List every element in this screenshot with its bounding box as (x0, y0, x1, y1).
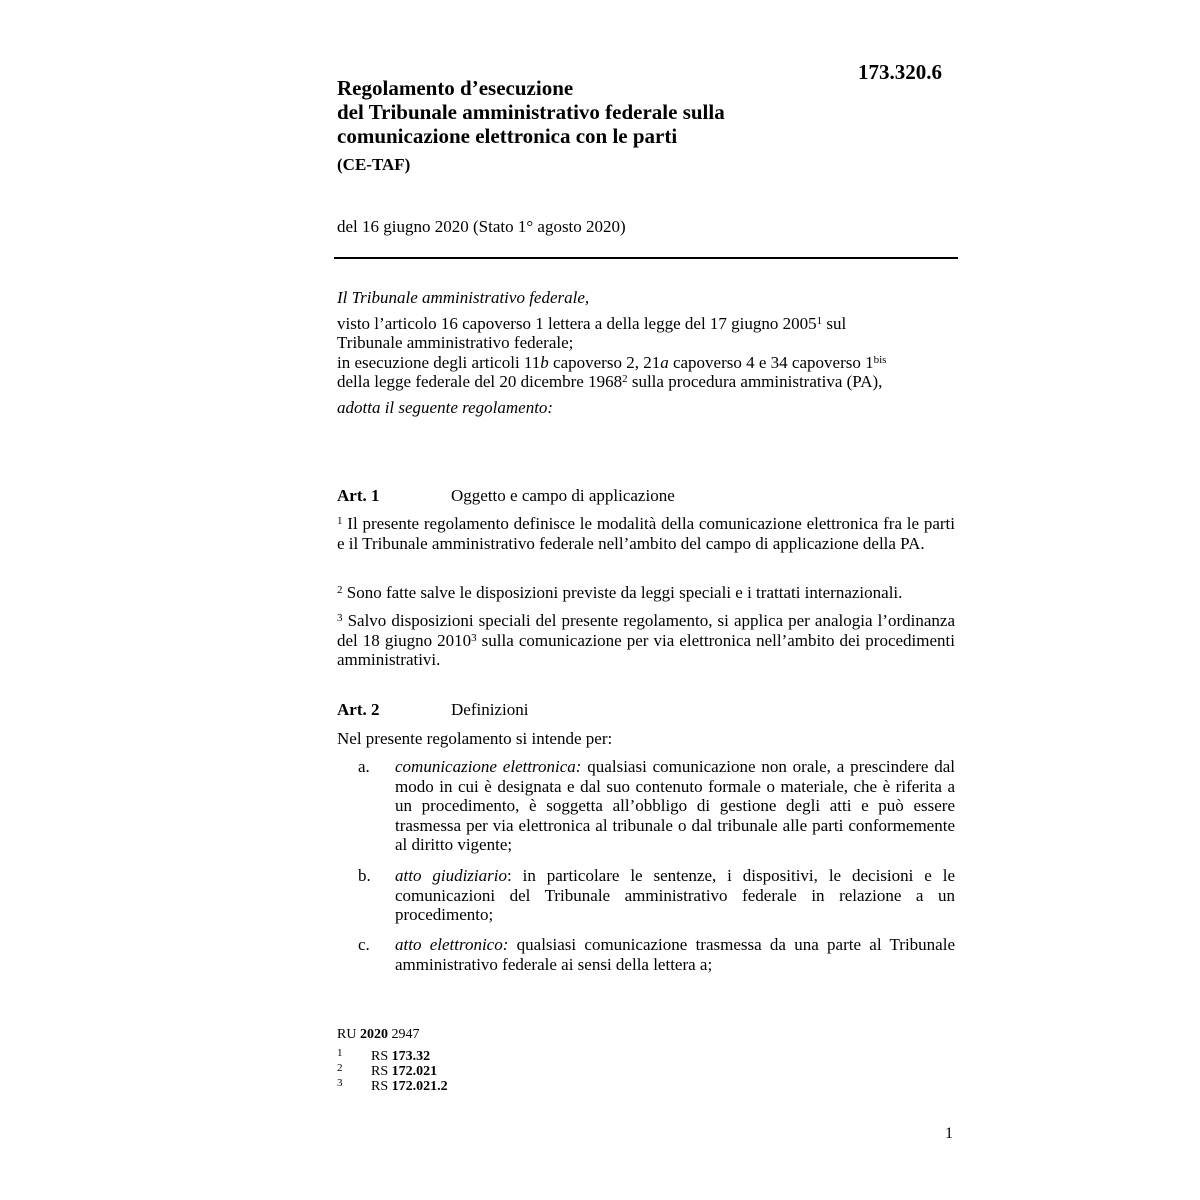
article-number: Art. 2 (337, 700, 380, 719)
footnote: 2 RS 172.021 (337, 1062, 438, 1079)
preamble (337, 288, 957, 417)
definition-item (358, 866, 955, 925)
title-line: del Tribunale amministrativo federale sulla (337, 100, 725, 124)
preamble-line: della legge federale del 20 dicembre 1968$^2$ sulla procedura amministrativa (PA), (337, 372, 883, 391)
sr-number: 173.320.6 (858, 60, 942, 84)
preamble-adopts: adotta il seguente regolamento: (337, 397, 554, 417)
article-number: Art. 1 (337, 486, 380, 505)
preamble-authority: Il Tribunale amministrativo federale, (337, 288, 590, 307)
item-text: atto elettronico: qualsiasi comunicazione trasmessa da una parte al Tribunale amministrativo federale ai sensi della lettera a; (395, 935, 955, 974)
footnote: 1 RS 173.32 (337, 1047, 431, 1064)
item-letter: c. (358, 935, 370, 954)
definition-item (358, 757, 955, 855)
definition-item (358, 935, 955, 974)
footnote-ref[interactable]: 3 (471, 631, 477, 644)
article-title: Definizioni (451, 700, 529, 719)
footnote-ref[interactable]: 2 (622, 373, 628, 385)
header-rule (334, 257, 958, 259)
ru-reference: RU 2020 2947 (337, 1027, 420, 1042)
item-text: atto giudiziario: in particolare le sentenze, i dispositivi, le decisioni e le comunicazioni del Tribunale amministrativo federale in relazione a un procedimento; (395, 866, 955, 924)
article-1-paragraph-2: $^2$ Sono fatte salve le disposizioni previste da leggi speciali e i trattati internazionali. (337, 583, 903, 602)
footnote: 3 RS 172.021.2 (337, 1077, 448, 1094)
page-number: 1 (945, 1125, 953, 1142)
title-line: comunicazione elettronica con le parti (337, 124, 678, 148)
enactment-date: del 16 giugno 2020 (Stato 1° agosto 2020) (337, 217, 626, 236)
preamble-line: visto l’articolo 16 capoverso 1 lettera a della legge del 17 giugno 2005$^1$ sul (337, 313, 847, 333)
abbreviation: (CE-TAF) (337, 155, 411, 174)
footnote-ref[interactable]: 1 (816, 314, 823, 327)
article-2-intro: Nel presente regolamento si intende per: (337, 729, 613, 748)
article-1-heading (337, 486, 675, 506)
item-letter: b. (358, 866, 371, 885)
item-letter: a. (358, 757, 370, 776)
article-1-paragraph-3: $^3$ Salvo disposizioni speciali del presente regolamento, si applica per analogia l’ordinanza del 18 giugno 2010$^3$ sulla comunicazione per via elettronica nell’ambito dei procedimenti amministrativi. (337, 611, 955, 669)
article-title: Oggetto e campo di applicazione (451, 486, 675, 505)
document-title (337, 76, 725, 148)
item-text: comunicazione elettronica: qualsiasi comunicazione non orale, a prescindere dal modo in cui è designata e dal suo contenuto formale o materiale, che è riferita a un procedimento, è soggetta all’obbligo di gestione degli atti e può essere trasmessa per via elettronica al tribunale o dal tribunale alle parti conformemente al diritto vigente; (395, 757, 955, 854)
preamble-line: in esecuzione degli articoli 11b capoverso 2, 21a capoverso 4 e 34 capoverso $1^{bis}$ (337, 352, 887, 372)
article-2-heading (337, 700, 528, 720)
preamble-line: Tribunale amministrativo federale; (337, 333, 574, 352)
article-1-paragraph-1: $^1$ Il presente regolamento definisce le modalità della comunicazione elettronica fra le parti e il Tribunale amministrativo federale nell’ambito del campo di applicazione della PA. (337, 514, 955, 553)
title-line: Regolamento d’esecuzione (337, 76, 574, 100)
